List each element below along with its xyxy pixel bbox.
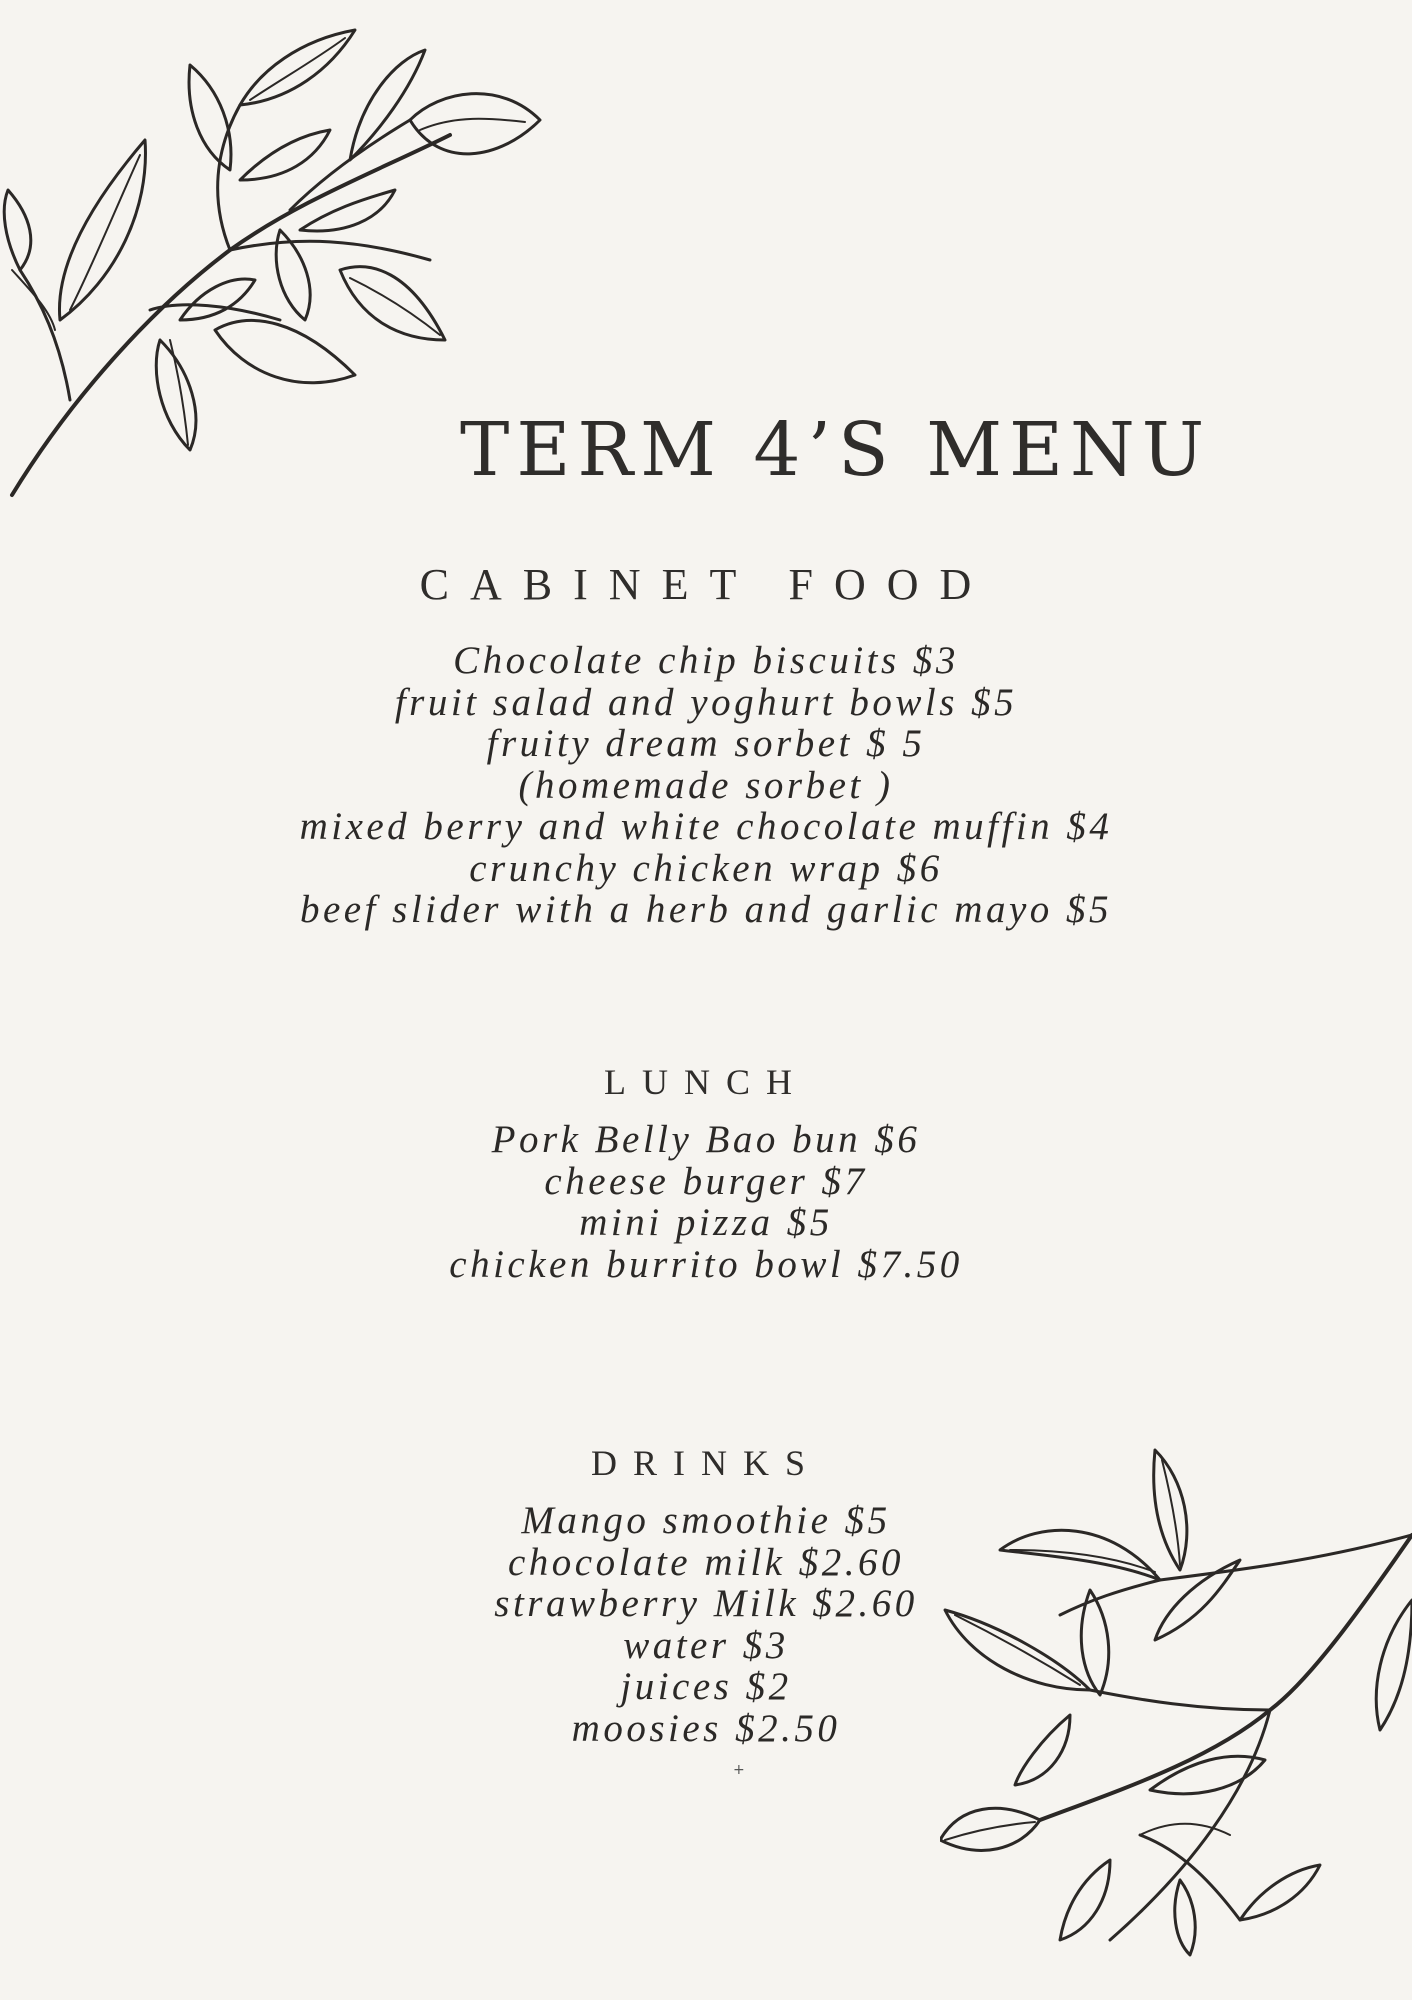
menu-title: TERM 4’S MENU: [460, 406, 1212, 493]
list-item: (homemade sorbet ): [518, 763, 894, 807]
list-item: fruity dream sorbet $ 5: [486, 722, 926, 765]
section-heading-drinks: DRINKS: [590, 1442, 821, 1483]
list-item: Mango smoothie $5: [521, 1499, 891, 1542]
section-heading-cabinet-food: CABINET FOOD: [419, 559, 993, 609]
list-item: mini pizza $5: [579, 1201, 833, 1244]
list-item: fruit salad and yoghurt bowls $5: [394, 680, 1018, 724]
list-item: moosies $2.50: [571, 1706, 841, 1750]
list-item: Chocolate chip biscuits $3: [453, 639, 959, 682]
list-item: juices $2: [620, 1665, 792, 1708]
list-item: crunchy chicken wrap $6: [469, 846, 943, 890]
list-item: mixed berry and white chocolate muffin $4: [299, 805, 1113, 848]
list-item: cheese burger $7: [544, 1159, 868, 1203]
section-heading-lunch: LUNCH: [604, 1061, 808, 1102]
leaf-branch-bottom-right-icon: [940, 1440, 1412, 1960]
cabinet-food-list: [0, 640, 1412, 931]
list-item: beef slider with a herb and garlic mayo $5: [299, 888, 1113, 931]
stray-plus-mark: +: [733, 1762, 745, 1778]
list-item: strawberry Milk $2.60: [494, 1582, 918, 1625]
list-item: chocolate milk $2.60: [508, 1540, 904, 1584]
list-item: chicken burrito bowl $7.50: [449, 1242, 963, 1286]
list-item: Pork Belly Bao bun $6: [491, 1118, 921, 1161]
list-item: water $3: [623, 1623, 789, 1667]
lunch-list: [0, 1119, 1412, 1285]
